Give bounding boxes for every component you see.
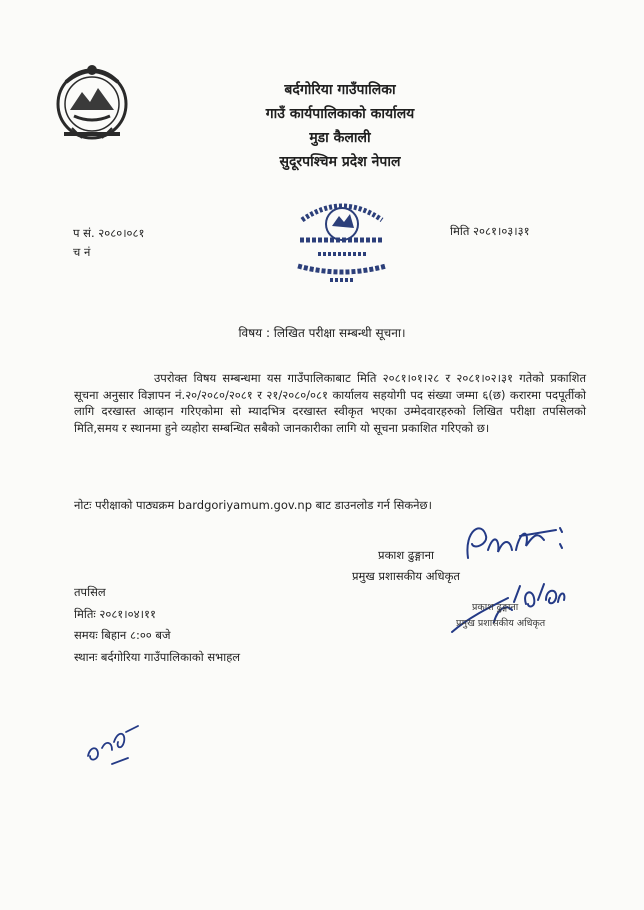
municipality-name: बर्दगोरिया गाउँपालिका [284, 82, 396, 98]
office-header [230, 78, 450, 174]
stamp-name: प्रकाश ढुङ्गाना [472, 602, 519, 613]
handwritten-mark [82, 718, 142, 768]
chalani-number: च नं [73, 245, 91, 259]
reference-block [73, 224, 145, 262]
nepal-emblem-icon [52, 58, 132, 146]
office-location: मुडा कैलाली [309, 130, 371, 146]
notice-note: नोटः परीक्षाको पाठ्यक्रम bardgoriyamum.gov.np बाट डाउनलोड गर्न सिकनेछ। [74, 498, 432, 512]
schedule-date: मितिः २०८१।०४।११ [74, 606, 156, 621]
notice-subject: विषय : लिखित परीक्षा सम्बन्धी सूचना। [238, 326, 406, 340]
notice-date: मिति २०८१।०३।३१ [450, 224, 530, 238]
schedule-heading: तपसिल [74, 585, 106, 599]
schedule-place: स्थानः बर्दगोरिया गाउँपालिकाको सभाहल [74, 649, 241, 664]
patra-sankhya: प सं. २०८०।०८१ [73, 226, 145, 240]
handwritten-signature [460, 510, 570, 570]
schedule-time: समयः बिहान ८:०० बजे [74, 628, 171, 642]
stamp-title: प्रमुख प्रशासकीय अधिकृत [456, 618, 546, 629]
office-name: गाउँ कार्यपालिकाको कार्यालय [265, 106, 415, 122]
province-name: सुदूरपश्चिम प्रदेश नेपाल [279, 154, 401, 170]
signer-title: प्रमुख प्रशासकीय अधिकृत [352, 569, 460, 583]
signer-name: प्रकाश ढुङ्गाना [378, 548, 434, 562]
notice-body: उपरोक्त विषय सम्बन्धमा यस गाउँपालिकाबाट मिति २०८१।०१।२८ र २०८१।०२।३१ गतेको प्रकाशित सूचना अनुसार विज्ञापन नं.२०/२०८०/२०८१ र २१/२०८०/०८१ कार्यालय सहयोगी पद संख्या जम्मा ६(छ) करारमा पदपूर्तीको लागि दरखास्त आव्हान गरिएकोमा सो म्यादभित्र दरखास्त स्वीकृत भएका उम्मेदवारहरुको लिखित परीक्षा तपसिलको मिति,समय र स्थानमा हुने व्यहोरा सम्बन्धित सबैको जानकारीका लागि यो सूचना प्रकाशित गरिएको छ। [74, 371, 586, 435]
office-seal-stamp [292, 190, 392, 286]
schedule-block [74, 582, 240, 668]
